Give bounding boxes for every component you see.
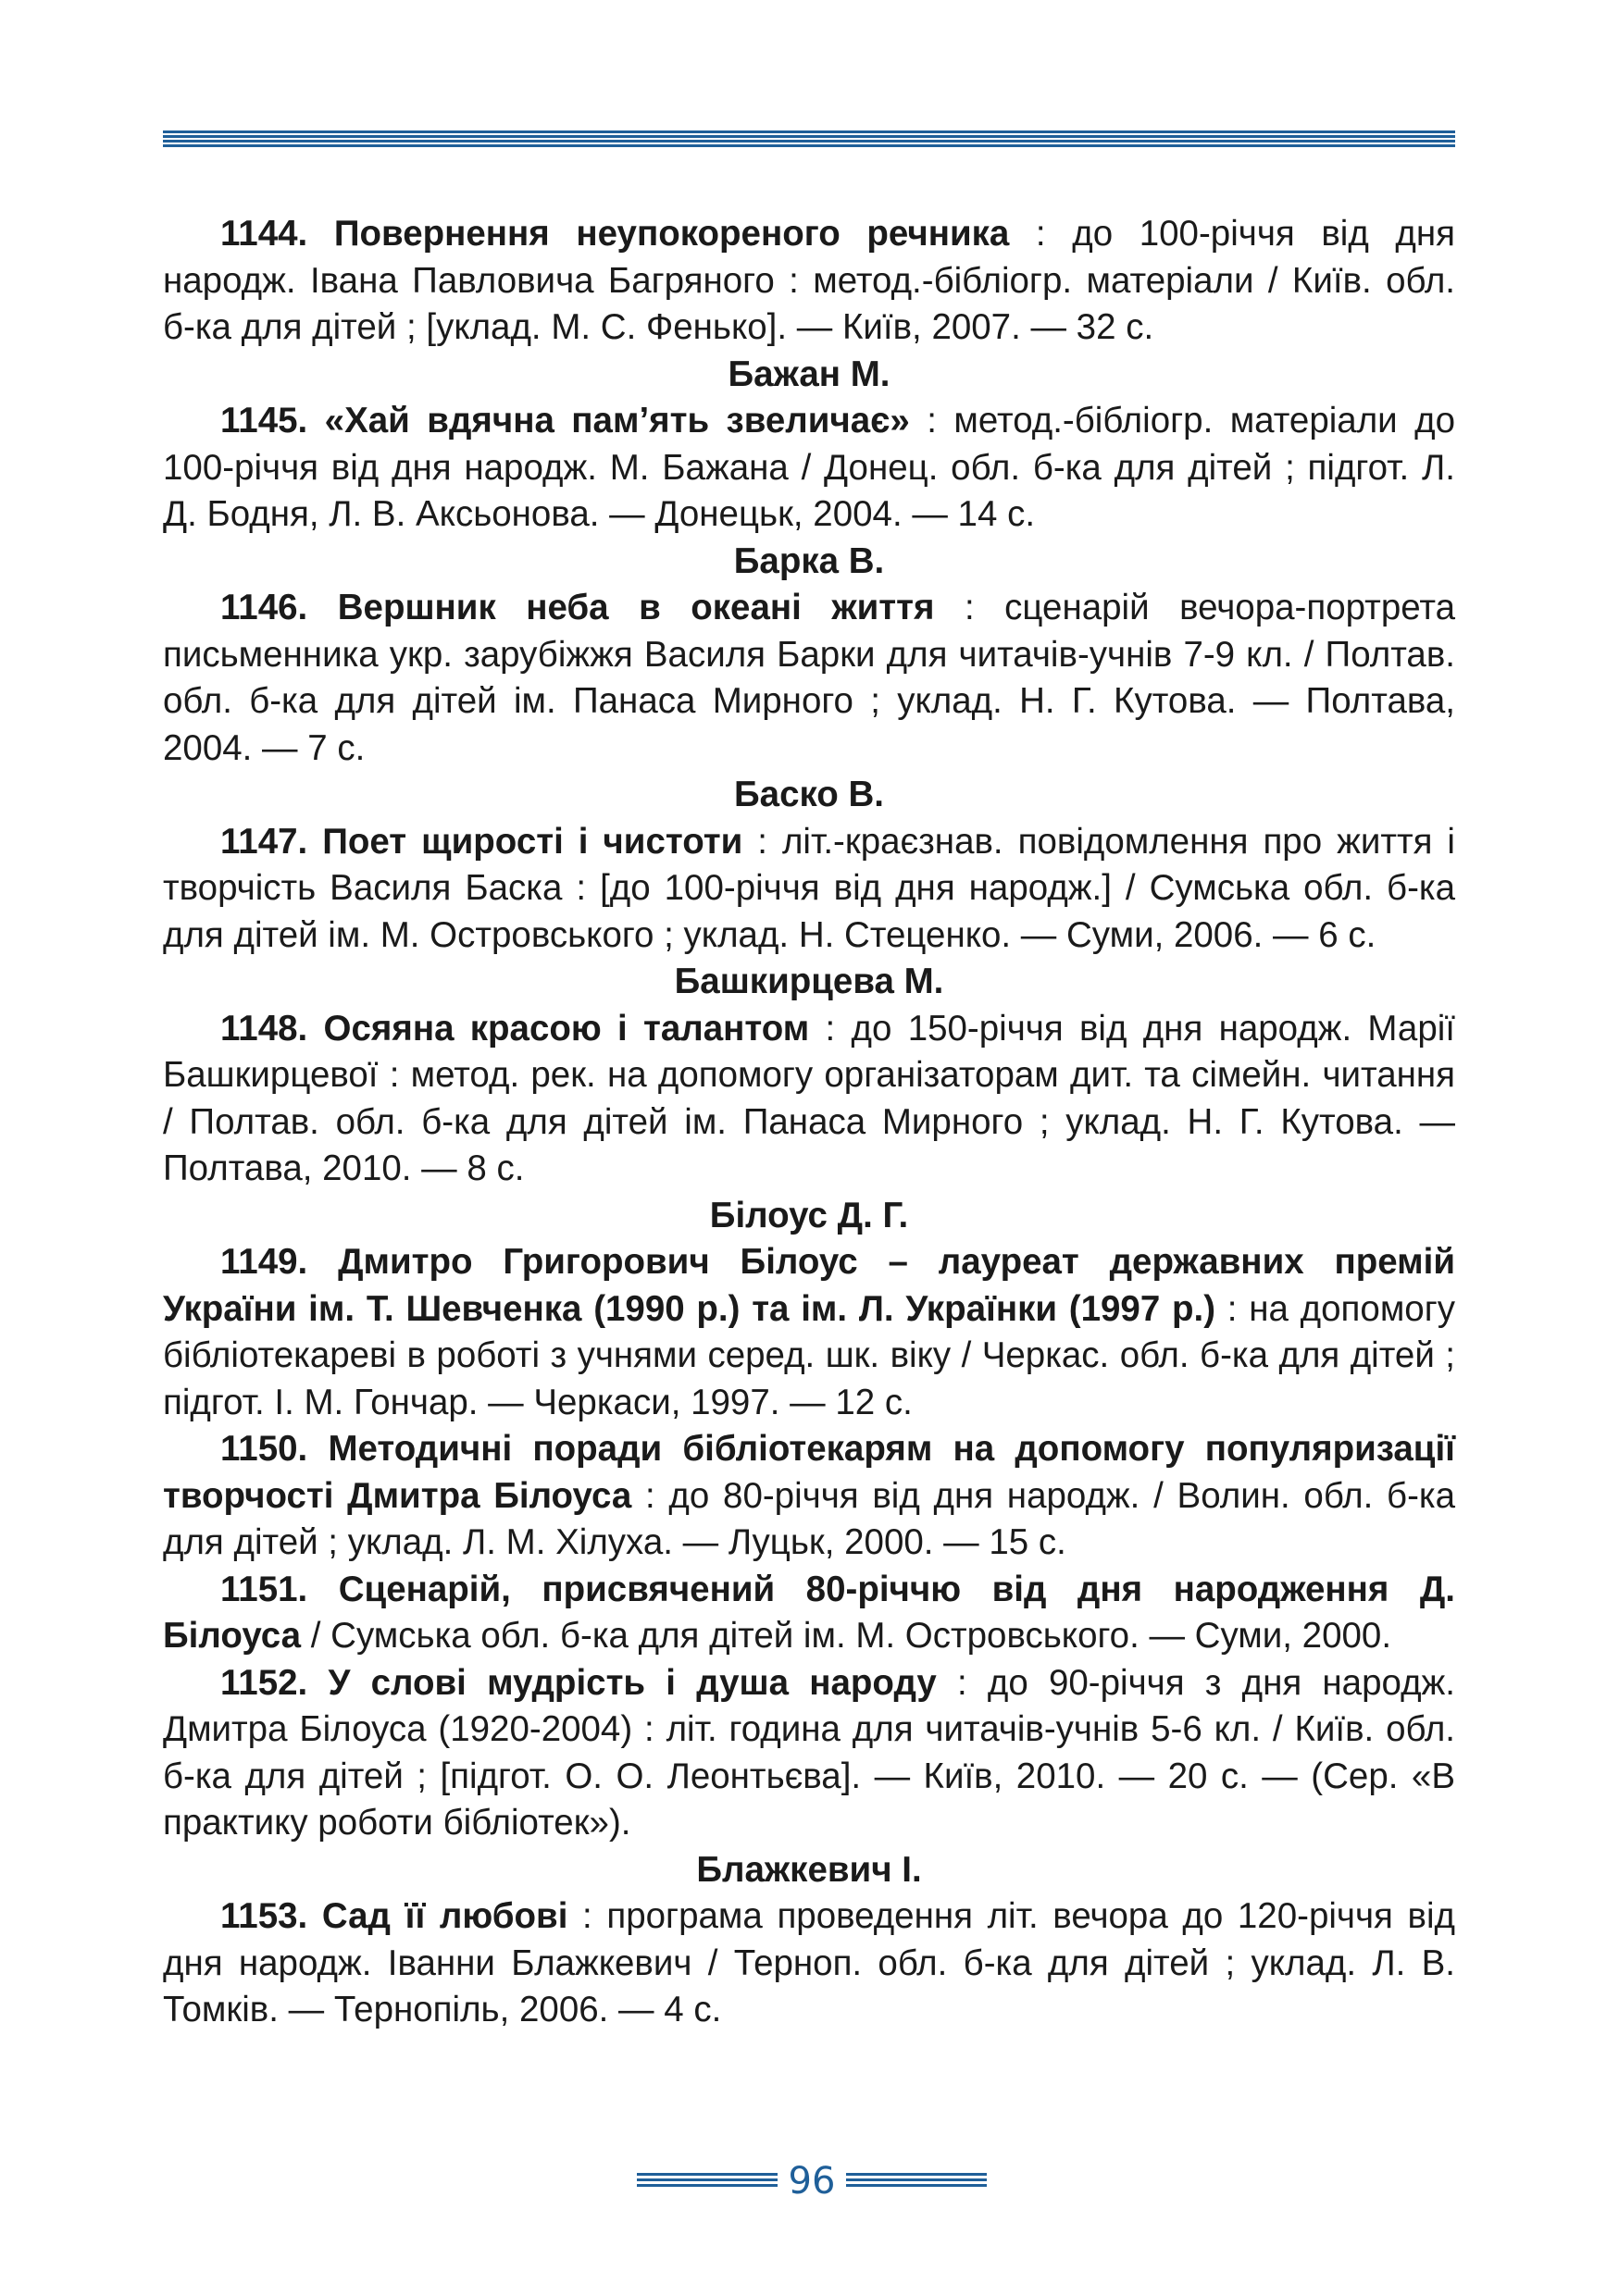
entry-description: : на допомогу бібліотекареві в роботі з учнями серед. шк. віку / Черкас. обл. б-ка для дітей ; підгот. І. М. Гончар. — Черкаси, 1997. — 12 с. [163,1288,1455,1422]
entry-number: 1150. [220,1429,308,1469]
author-heading: Барка В. [733,540,885,581]
footer-rule-right [846,2173,987,2188]
header-decorative-rule [163,130,1455,147]
entry-description: / Сумська обл. б-ка для дітей ім. М. Островського. — Суми, 2000. [301,1616,1392,1656]
entry-title: У слові мудрість і душа народу [328,1662,937,1703]
entry-number: 1149. [220,1242,308,1282]
author-heading: Бажан М. [728,354,890,394]
entry-description: : метод.-бібліогр. матеріали до 100-річчя від дня народж. М. Бажана / Донец. обл. б-ка для дітей ; підгот. Л. Д. Бодня, Л. В. Аксьонова. — Донецьк, 2004. — 14 с. [163,401,1456,534]
entry-description: : до 80-річчя від дня народж. / Волин. обл. б-ка для дітей ; уклад. Л. М. Хілуха. — Луцьк, 2000. — 15 с. [163,1475,1455,1562]
bibliography-entry [163,1893,1455,2034]
entry-title: Вершник неба в океані життя [337,588,935,627]
bibliography-entry [163,585,1455,772]
entry-number: 1153. [220,1896,308,1936]
entry-number: 1152. [220,1662,308,1703]
page-footer [0,2156,1619,2212]
bibliography-entry [163,1006,1455,1193]
entry-number: 1151. [220,1569,308,1609]
bibliography-entry [163,819,1455,960]
bibliography-entry [163,398,1455,539]
entry-description: : сценарій вечора-портрета письменника укр. зарубіжжя Василя Барки для читачів-учнів 7-9 кл. / Полтав. обл. б-ка для дітей ім. Панаса Мирного ; уклад. Н. Г. Кутова. — Полтава, 2004. — 7 с. [163,588,1455,768]
entry-number: 1145. [220,401,308,441]
page-number: 96 [788,2160,836,2203]
entry-number: 1148. [220,1008,308,1049]
entry-number: 1144. [220,214,308,254]
entry-description: : до 150-річчя від дня народж. Марії Башкирцевої : метод. рек. на допомогу організаторам дит. та сімейн. читання / Полтав. обл. б-ка для дітей ім. Панаса Мирного ; уклад. Н. Г. Кутова. — Полтава, 2010. — 8 с. [163,1008,1455,1188]
bibliography-entry [163,1567,1455,1660]
entry-description: : літ.-краєзнав. повідомлення про життя і творчість Василя Баска : [до 100-річчя від дня народж.] / Сумська обл. б-ка для дітей ім. М. Островського ; уклад. Н. Стеценко. — Суми, 2006. — 6 с. [163,821,1455,955]
author-heading: Блажкевич І. [696,1849,922,1890]
entry-number: 1147. [220,821,308,862]
footer-rule-left [637,2173,778,2188]
entry-title: Сценарій, присвячений 80-річчю від дня народження Д. Білоуса [163,1569,1455,1656]
bibliography-entry [163,1660,1455,1847]
entry-description: : до 100-річчя від дня народж. Івана Павловича Багряного : метод.-бібліогр. матеріали / Київ. обл. б-ка для дітей ; [уклад. М. С. Фенько]. — Київ, 2007. — 32 с. [163,214,1455,347]
author-heading: Білоус Д. Г. [709,1195,909,1235]
bibliography-list [163,211,1455,2034]
author-heading: Баско В. [734,775,884,814]
entry-description: : до 90-річчя з дня народж. Дмитра Білоуса (1920-2004) : літ. година для читачів-учнів 5-6 кл. / Київ. обл. б-ка для дітей ; [підгот. О. О. Леонтьєва]. — Київ, 2010. — 20 с. — (Сер. «В практику роботи бібліотек»). [163,1662,1455,1843]
entry-description: : програма проведення літ. вечора до 120-річчя від дня народж. Іванни Блажкевич / Терноп. обл. б-ка для дітей ; уклад. Л. В. Томків. — Тернопіль, 2006. — 4 с. [163,1896,1455,2029]
entry-title: Сад її любові [321,1896,568,1936]
entry-number: 1146. [220,588,308,627]
author-heading: Башкирцева М. [674,962,944,1001]
entry-title: Методичні поради бібліотекарям на допомогу популяризації творчості Дмитра Білоуса [163,1429,1455,1516]
bibliography-entry [163,1239,1455,1426]
entry-title: Дмитро Григорович Білоус – лауреат державних премій України ім. Т. Шевченка (1990 р.) та ім. Л. Українки (1997 р.) [163,1242,1455,1329]
entry-title: «Хай вдячна пам’ять звеличає» [324,401,910,441]
bibliography-entry [163,211,1455,352]
entry-title: Поет щирості і чистоти [322,821,743,862]
bibliography-entry [163,1426,1455,1567]
entry-title: Повернення неупокореного речника [333,214,1010,254]
entry-title: Осяяна красою і талантом [323,1008,810,1049]
